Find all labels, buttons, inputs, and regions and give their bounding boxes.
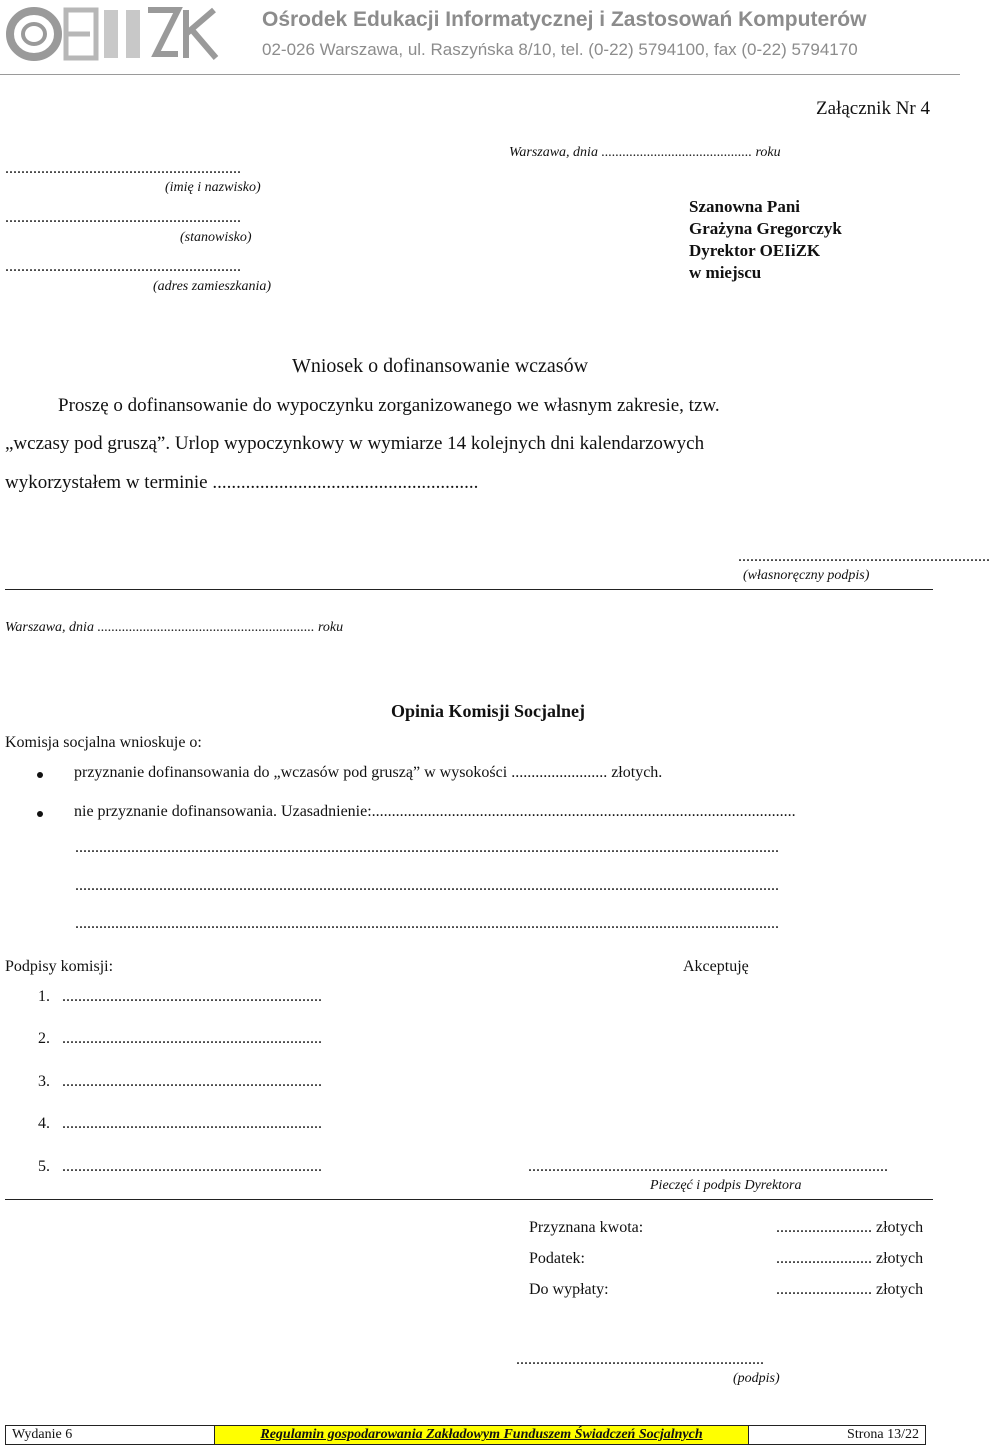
header-divider [0, 74, 960, 75]
member-number: 2. [38, 1030, 50, 1047]
date-suffix-2: roku [317, 620, 344, 635]
member-signature-4[interactable] [38, 1115, 322, 1133]
request-line-2: „wczasy pod gruszą”. Urlop wypoczynkowy w wymiarze 14 kolejnych dni kalendarzowych [5, 433, 705, 454]
request-line-3[interactable]: wykorzystałem w terminie ........................................................ [5, 472, 479, 493]
sender-name-field[interactable]: ........................................................... [5, 160, 241, 177]
sender-position-field[interactable]: ........................................................... [5, 209, 241, 226]
tax-field[interactable]: ........................ złotych [776, 1250, 924, 1267]
opinion-intro: Komisja socjalna wnioskuje o: [5, 734, 202, 751]
director-signature-field[interactable]: .......................................................................................... [528, 1158, 888, 1175]
member-dots: ................................................................. [62, 1030, 322, 1047]
justification-line-3[interactable]: ................................................................................................................................................................................ [75, 915, 779, 932]
date-dots-2[interactable]: .............................................................. [97, 620, 315, 635]
justification-line-1[interactable]: ................................................................................................................................................................................ [75, 839, 779, 856]
institution-address: 02-026 Warszawa, ul. Raszyńska 8/10, tel. (0-22) 5794100, fax (0-22) 5794170 [262, 40, 858, 59]
member-dots: ................................................................. [62, 1158, 322, 1175]
request-title: Wniosek o dofinansowanie wczasów [292, 355, 589, 377]
member-number: 3. [38, 1073, 50, 1090]
opinion-title: Opinia Komisji Socjalnej [391, 701, 586, 721]
member-dots: ................................................................. [62, 1115, 322, 1132]
footer-regulation-title: Regulamin gospodarowania Zakładowym Funduszem Świadczeń Socjalnych [214, 1426, 749, 1444]
request-line-1: Proszę o dofinansowanie do wypoczynku zorganizowanego we własnym zakresie, tzw. [58, 395, 720, 416]
date-dots[interactable]: ........................................... [601, 145, 752, 160]
date-line [509, 145, 781, 161]
bullet-icon [37, 811, 43, 817]
member-dots: ................................................................. [62, 1073, 322, 1090]
date-label: Warszawa, dnia [509, 145, 598, 160]
sender-name-caption: (imię i nazwisko) [165, 180, 261, 195]
granted-amount-field[interactable]: ........................ złotych [776, 1219, 924, 1236]
footer-page-number: Strona 13/22 [847, 1427, 919, 1442]
member-signature-2[interactable] [38, 1030, 322, 1048]
member-number: 5. [38, 1158, 50, 1175]
recipient-name: Grażyna Gregorczyk [689, 219, 842, 238]
section-divider [5, 589, 933, 590]
final-signature-field[interactable]: .............................................................. [516, 1351, 764, 1368]
commission-signatures-label: Podpisy komisji: [5, 958, 114, 975]
date-label-2: Warszawa, dnia [5, 620, 94, 635]
institution-name: Ośrodek Edukacji Informatycznej i Zastosowań Komputerów [262, 8, 867, 31]
option-refuse[interactable]: nie przyznanie dofinansowania. Uzasadnienie:.......................................................................................................... [74, 803, 796, 820]
sender-position-caption: (stanowisko) [180, 230, 252, 245]
option-grant[interactable]: przyznanie dofinansowania do „wczasów pod gruszą” w wysokości ........................ złotych. [74, 764, 663, 781]
tax-label: Podatek: [529, 1250, 585, 1267]
recipient-title: Dyrektor OEIiZK [689, 241, 821, 260]
attachment-number: Załącznik Nr 4 [816, 98, 930, 119]
recipient-salutation: Szanowna Pani [689, 197, 800, 216]
bullet-icon [37, 772, 43, 778]
member-number: 1. [38, 988, 50, 1005]
date-suffix: roku [755, 145, 781, 160]
member-dots: ................................................................. [62, 988, 322, 1005]
recipient-block [689, 196, 842, 284]
page-footer [5, 1425, 926, 1445]
recipient-location: w miejscu [689, 263, 762, 282]
final-signature-caption: (podpis) [733, 1371, 780, 1386]
sender-address-caption: (adres zamieszkania) [153, 279, 272, 294]
member-signature-3[interactable] [38, 1073, 322, 1091]
member-signature-5[interactable] [38, 1158, 322, 1176]
applicant-signature-field[interactable]: ............................................................... [738, 548, 990, 565]
section-divider [5, 1199, 933, 1200]
payout-label: Do wypłaty: [529, 1281, 609, 1298]
payout-field[interactable]: ........................ złotych [776, 1281, 924, 1298]
accept-label: Akceptuję [683, 958, 749, 975]
footer-edition: Wydanie 6 [12, 1427, 73, 1442]
sender-address-field[interactable]: ........................................................... [5, 258, 241, 275]
justification-line-2[interactable]: ................................................................................................................................................................................ [75, 877, 779, 894]
granted-amount-label: Przyznana kwota: [529, 1219, 644, 1236]
date-line-2 [5, 620, 343, 636]
director-signature-caption: Pieczęć i podpis Dyrektora [650, 1178, 802, 1193]
oeiizk-logo [6, 4, 220, 62]
member-signature-1[interactable] [38, 988, 322, 1006]
member-number: 4. [38, 1115, 50, 1132]
applicant-signature-caption: (własnoręczny podpis) [743, 568, 870, 583]
